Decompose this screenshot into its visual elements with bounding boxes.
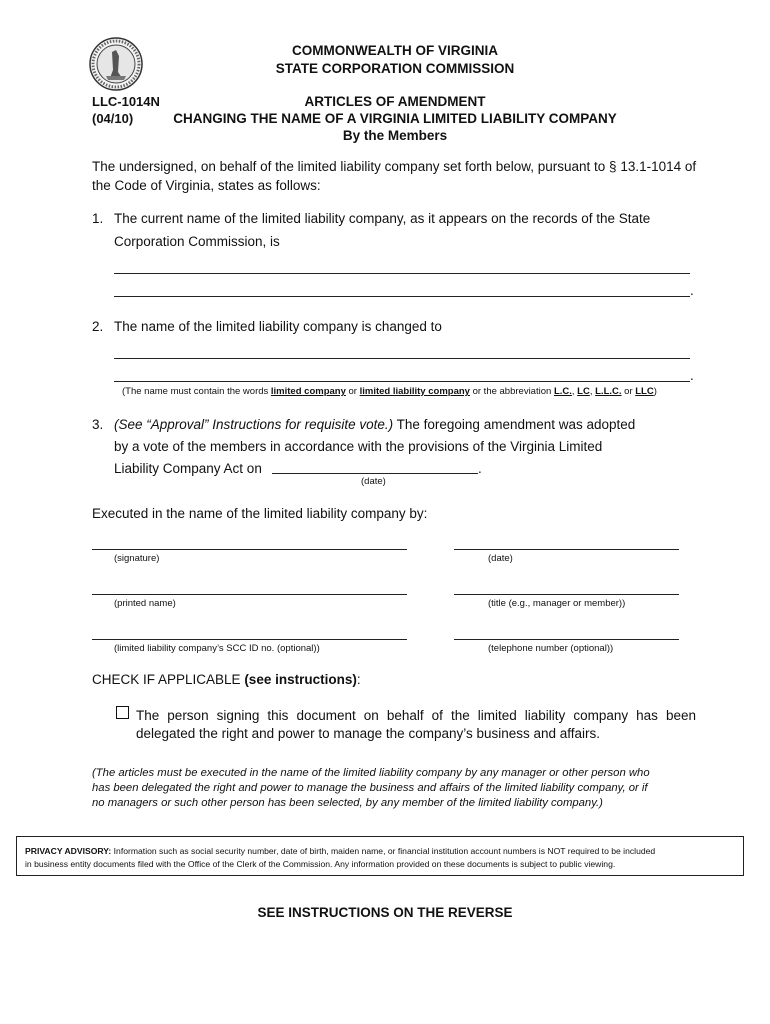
title-caption: (title (e.g., manager or member)) [488,598,626,609]
item2-period: . [690,368,694,383]
item1-line-1: The current name of the limited liability company, as it appears on the records of the State [114,211,651,226]
title-input-line[interactable] [454,594,679,595]
intro-line-1: The undersigned, on behalf of the limited liability company set forth below, pursuant to § 13.1-1014 of [92,159,697,174]
item2-text: The name of the limited liability company is changed to [114,319,442,334]
executed-statement: Executed in the name of the limited liability company by: [92,506,428,521]
see-instructions-footer: SEE INSTRUCTIONS ON THE REVERSE [257,905,513,920]
delegation-checkbox[interactable] [116,706,129,719]
telephone-input-line[interactable] [454,639,679,640]
item1-number: 1. [92,211,104,226]
item3-line-2: by a vote of the members in accordance with the provisions of the Virginia Limited [114,439,603,454]
intro-line-2: the Code of Virginia, states as follows: [92,178,321,193]
item3-number: 3. [92,417,104,432]
privacy-advisory-box: PRIVACY ADVISORY: Information such as social security number, date of birth, maiden name, or financial institution account numbers is NOT required to be included in business entity documents filed with the Office of the Clerk of the Commission. Any information provided on these documents is subject to public viewing. [16,836,744,876]
scc-id-caption: (limited liability company’s SCC ID no. (optional)) [114,643,320,654]
form-subtitle: CHANGING THE NAME OF A VIRGINIA LIMITED LIABILITY COMPANY [173,111,617,126]
item1-period: . [690,283,694,298]
current-name-input-line-1[interactable] [114,273,690,274]
check-if-applicable-label: CHECK IF APPLICABLE (see instructions): [92,672,361,687]
signature-date-caption: (date) [488,553,513,564]
commonwealth-heading: COMMONWEALTH OF VIRGINIA [292,43,498,58]
form-title: ARTICLES OF AMENDMENT [304,94,486,109]
item1-line-2: Corporation Commission, is [114,234,280,249]
signature-caption: (signature) [114,553,160,564]
adoption-date-caption: (date) [361,476,386,487]
item3-line-1: (See “Approval” Instructions for requisite vote.) The foregoing amendment was adopted [114,417,636,432]
printed-name-input-line[interactable] [92,594,407,595]
item3-period: . [478,461,482,476]
scc-id-input-line[interactable] [92,639,407,640]
item3-line-3: Liability Company Act on [114,461,262,476]
current-name-input-line-2[interactable] [114,296,690,297]
printed-name-caption: (printed name) [114,598,176,609]
new-name-input-line-2[interactable] [114,381,690,382]
new-name-input-line-1[interactable] [114,358,690,359]
execution-note: (The articles must be executed in the name of the limited liability company by any manager or other person who has been delegated the right and power to manage the business and affairs of the limited liability company, or if no managers or such other person has been selected, by any member of the limited liability company.) [92,767,650,809]
signature-input-line[interactable] [92,549,407,550]
form-code: LLC-1014N [92,94,160,109]
signature-date-input-line[interactable] [454,549,679,550]
form-by-line: By the Members [342,128,448,143]
delegation-line-1: The person signing this document on behalf of the limited liability company has been [136,708,696,723]
name-requirement-note: (The name must contain the words limited company or limited liability company or the abbreviation L.C., LC, L.L.C. or LLC) [122,386,657,397]
virginia-seal-icon [88,36,144,92]
form-date: (04/10) [92,111,134,126]
telephone-caption: (telephone number (optional)) [488,643,614,654]
commission-heading: STATE CORPORATION COMMISSION [275,61,515,76]
item2-number: 2. [92,319,104,334]
delegation-line-2: delegated the right and power to manage the company’s business and affairs. [136,726,601,741]
adoption-date-input[interactable] [272,473,478,474]
